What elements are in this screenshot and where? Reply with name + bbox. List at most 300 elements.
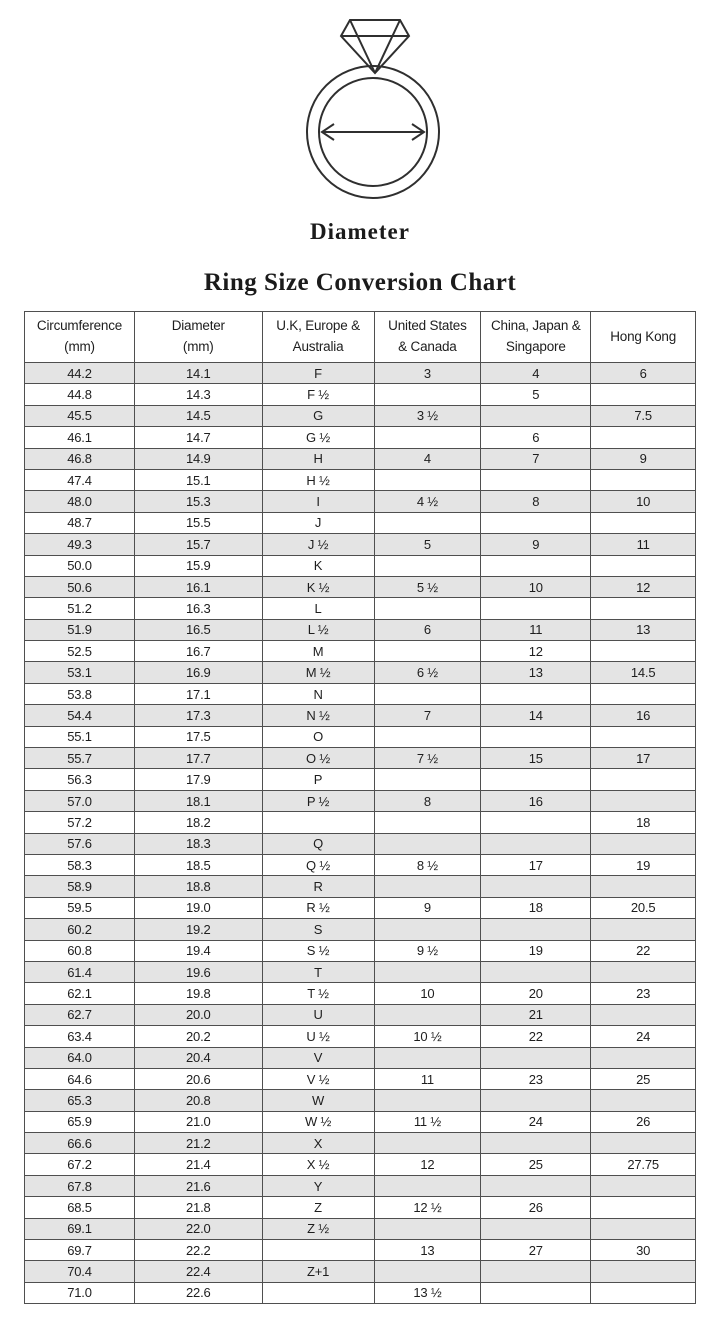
table-cell: 56.3 xyxy=(25,769,135,790)
table-cell: 18 xyxy=(591,812,696,833)
table-cell: J xyxy=(262,512,374,533)
table-cell xyxy=(374,1261,481,1282)
table-cell xyxy=(262,1282,374,1303)
table-cell xyxy=(374,833,481,854)
table-cell: 58.9 xyxy=(25,876,135,897)
table-row xyxy=(25,1218,696,1239)
table-row xyxy=(25,1111,696,1132)
table-cell: 14.9 xyxy=(135,448,262,469)
table-cell: 21.8 xyxy=(135,1197,262,1218)
table-cell: 23 xyxy=(481,1068,591,1089)
column-header xyxy=(262,312,374,363)
table-cell: 19.6 xyxy=(135,961,262,982)
table-row xyxy=(25,555,696,576)
table-cell: 6 ½ xyxy=(374,662,481,683)
table-cell xyxy=(481,876,591,897)
table-cell xyxy=(374,469,481,490)
table-cell xyxy=(481,1090,591,1111)
table-row xyxy=(25,1197,696,1218)
table-cell xyxy=(374,726,481,747)
table-row xyxy=(25,469,696,490)
table-cell: 22 xyxy=(591,940,696,961)
table-cell xyxy=(481,1175,591,1196)
table-row xyxy=(25,876,696,897)
table-cell: T xyxy=(262,961,374,982)
table-cell: 12 xyxy=(374,1154,481,1175)
table-cell: 57.2 xyxy=(25,812,135,833)
table-cell: 14.5 xyxy=(135,405,262,426)
table-cell: M ½ xyxy=(262,662,374,683)
table-cell: 15.7 xyxy=(135,534,262,555)
table-cell: 52.5 xyxy=(25,641,135,662)
table-cell: L xyxy=(262,598,374,619)
page-title: Ring Size Conversion Chart xyxy=(203,269,517,296)
table-cell: 25 xyxy=(481,1154,591,1175)
table-cell: 17.5 xyxy=(135,726,262,747)
table-cell: X ½ xyxy=(262,1154,374,1175)
column-header-line: & Canada xyxy=(398,339,457,354)
table-cell: 10 ½ xyxy=(374,1026,481,1047)
table-cell xyxy=(591,427,696,448)
table-cell xyxy=(591,384,696,405)
table-cell xyxy=(481,683,591,704)
table-row xyxy=(25,919,696,940)
table-cell: 65.9 xyxy=(25,1111,135,1132)
table-cell: 22.0 xyxy=(135,1218,262,1239)
table-cell xyxy=(481,598,591,619)
table-cell: 19.4 xyxy=(135,940,262,961)
table-row xyxy=(25,662,696,683)
table-cell: 20 xyxy=(481,983,591,1004)
table-cell: W xyxy=(262,1090,374,1111)
table-cell: 16 xyxy=(591,705,696,726)
table-cell: 21.2 xyxy=(135,1133,262,1154)
table-cell: O ½ xyxy=(262,748,374,769)
table-cell: 64.6 xyxy=(25,1068,135,1089)
table-cell: 16.7 xyxy=(135,641,262,662)
table-cell: 8 xyxy=(374,790,481,811)
table-cell: 44.8 xyxy=(25,384,135,405)
table-cell: 55.1 xyxy=(25,726,135,747)
conversion-table-body xyxy=(25,363,696,1304)
table-cell: 6 xyxy=(481,427,591,448)
table-cell: 50.6 xyxy=(25,576,135,597)
table-cell xyxy=(374,1004,481,1025)
table-cell xyxy=(481,512,591,533)
table-cell: 22.6 xyxy=(135,1282,262,1303)
table-cell: V ½ xyxy=(262,1068,374,1089)
table-cell xyxy=(591,1218,696,1239)
table-cell xyxy=(481,555,591,576)
table-cell xyxy=(591,876,696,897)
table-cell: 16.5 xyxy=(135,619,262,640)
table-cell: L ½ xyxy=(262,619,374,640)
table-cell: 16.3 xyxy=(135,598,262,619)
table-cell: 9 ½ xyxy=(374,940,481,961)
table-cell: N xyxy=(262,683,374,704)
table-cell: 7.5 xyxy=(591,405,696,426)
column-header xyxy=(25,312,135,363)
table-row xyxy=(25,790,696,811)
table-cell: 47.4 xyxy=(25,469,135,490)
table-cell: 9 xyxy=(481,534,591,555)
table-cell: 20.2 xyxy=(135,1026,262,1047)
table-cell xyxy=(591,683,696,704)
table-cell: 62.1 xyxy=(25,983,135,1004)
table-cell: 10 xyxy=(374,983,481,1004)
table-cell: 20.6 xyxy=(135,1068,262,1089)
table-cell: M xyxy=(262,641,374,662)
table-cell: 12 xyxy=(481,641,591,662)
table-cell: Q xyxy=(262,833,374,854)
table-cell: 60.2 xyxy=(25,919,135,940)
table-cell xyxy=(591,512,696,533)
table-row xyxy=(25,1282,696,1303)
table-cell xyxy=(591,469,696,490)
table-cell xyxy=(374,512,481,533)
table-cell: 5 ½ xyxy=(374,576,481,597)
column-header xyxy=(481,312,591,363)
table-cell: 5 xyxy=(374,534,481,555)
table-row xyxy=(25,705,696,726)
table-cell: 18.5 xyxy=(135,854,262,875)
table-cell: 21.6 xyxy=(135,1175,262,1196)
table-cell: 13 xyxy=(374,1240,481,1261)
table-cell: 12 ½ xyxy=(374,1197,481,1218)
table-cell xyxy=(481,812,591,833)
table-cell: 69.7 xyxy=(25,1240,135,1261)
table-cell: 6 xyxy=(591,363,696,384)
table-cell: 30 xyxy=(591,1240,696,1261)
table-cell: 26 xyxy=(591,1111,696,1132)
table-cell: 13 xyxy=(591,619,696,640)
table-row xyxy=(25,1047,696,1068)
table-cell: 20.8 xyxy=(135,1090,262,1111)
table-cell xyxy=(374,919,481,940)
table-cell xyxy=(591,641,696,662)
table-row xyxy=(25,363,696,384)
table-cell: 12 xyxy=(591,576,696,597)
table-cell: 53.1 xyxy=(25,662,135,683)
table-cell: 15.9 xyxy=(135,555,262,576)
table-cell: 24 xyxy=(481,1111,591,1132)
table-cell: 21.4 xyxy=(135,1154,262,1175)
table-cell: 10 xyxy=(591,491,696,512)
table-cell xyxy=(591,1261,696,1282)
table-row xyxy=(25,897,696,918)
table-cell xyxy=(591,555,696,576)
table-cell: 23 xyxy=(591,983,696,1004)
table-cell xyxy=(591,1197,696,1218)
table-cell: R ½ xyxy=(262,897,374,918)
table-row xyxy=(25,641,696,662)
table-cell xyxy=(374,876,481,897)
table-cell: 62.7 xyxy=(25,1004,135,1025)
table-row xyxy=(25,1261,696,1282)
table-cell: 17.7 xyxy=(135,748,262,769)
table-cell: 58.3 xyxy=(25,854,135,875)
table-cell: S xyxy=(262,919,374,940)
table-cell: W ½ xyxy=(262,1111,374,1132)
table-row xyxy=(25,1154,696,1175)
table-cell: 21 xyxy=(481,1004,591,1025)
table-row xyxy=(25,619,696,640)
table-cell: 48.0 xyxy=(25,491,135,512)
table-cell: 6 xyxy=(374,619,481,640)
table-cell: 46.1 xyxy=(25,427,135,448)
table-cell: 70.4 xyxy=(25,1261,135,1282)
ring-diamond-diagram-icon xyxy=(0,0,720,205)
table-cell: V xyxy=(262,1047,374,1068)
table-cell xyxy=(591,1282,696,1303)
table-cell xyxy=(374,598,481,619)
table-cell: 18.3 xyxy=(135,833,262,854)
table-row xyxy=(25,833,696,854)
table-cell: 49.3 xyxy=(25,534,135,555)
table-cell: 17.9 xyxy=(135,769,262,790)
table-row xyxy=(25,448,696,469)
table-cell: 17.1 xyxy=(135,683,262,704)
table-cell: 18 xyxy=(481,897,591,918)
table-cell: 19.8 xyxy=(135,983,262,1004)
table-cell: 64.0 xyxy=(25,1047,135,1068)
table-cell: 10 xyxy=(481,576,591,597)
table-cell: 53.8 xyxy=(25,683,135,704)
table-cell xyxy=(481,961,591,982)
table-cell xyxy=(374,961,481,982)
table-row xyxy=(25,812,696,833)
table-cell: 71.0 xyxy=(25,1282,135,1303)
table-cell: 8 ½ xyxy=(374,854,481,875)
table-cell: 9 xyxy=(374,897,481,918)
table-cell: T ½ xyxy=(262,983,374,1004)
table-cell: 60.8 xyxy=(25,940,135,961)
table-cell: 57.0 xyxy=(25,790,135,811)
table-cell: 16.9 xyxy=(135,662,262,683)
table-row xyxy=(25,1133,696,1154)
table-cell xyxy=(481,726,591,747)
table-cell: 5 xyxy=(481,384,591,405)
table-cell: 15.1 xyxy=(135,469,262,490)
column-header-line: Singapore xyxy=(505,339,566,354)
table-cell xyxy=(591,1090,696,1111)
table-cell xyxy=(374,812,481,833)
table-cell: 19 xyxy=(481,940,591,961)
table-cell: S ½ xyxy=(262,940,374,961)
table-row xyxy=(25,384,696,405)
table-cell: 67.8 xyxy=(25,1175,135,1196)
table-cell: 3 ½ xyxy=(374,405,481,426)
table-cell: Z+1 xyxy=(262,1261,374,1282)
table-cell: K xyxy=(262,555,374,576)
table-row xyxy=(25,405,696,426)
table-cell: 18.1 xyxy=(135,790,262,811)
table-cell: J ½ xyxy=(262,534,374,555)
table-cell xyxy=(591,1004,696,1025)
table-cell: I xyxy=(262,491,374,512)
table-cell: 11 xyxy=(481,619,591,640)
table-row xyxy=(25,683,696,704)
table-cell xyxy=(481,469,591,490)
table-row xyxy=(25,769,696,790)
table-cell: 19.0 xyxy=(135,897,262,918)
table-cell: 51.9 xyxy=(25,619,135,640)
table-cell: 11 ½ xyxy=(374,1111,481,1132)
table-cell xyxy=(262,812,374,833)
table-cell: 7 ½ xyxy=(374,748,481,769)
column-header-line: Australia xyxy=(292,339,344,354)
table-cell: 16 xyxy=(481,790,591,811)
table-cell xyxy=(591,1133,696,1154)
table-cell xyxy=(262,1240,374,1261)
table-cell: 11 xyxy=(591,534,696,555)
table-cell xyxy=(374,555,481,576)
table-cell: 7 xyxy=(374,705,481,726)
table-row xyxy=(25,1090,696,1111)
ring-size-conversion-table xyxy=(24,311,696,1304)
table-cell: 7 xyxy=(481,448,591,469)
table-cell: U xyxy=(262,1004,374,1025)
table-row xyxy=(25,576,696,597)
table-cell: 19 xyxy=(591,854,696,875)
table-cell: 46.8 xyxy=(25,448,135,469)
table-cell xyxy=(374,427,481,448)
table-cell: 22 xyxy=(481,1026,591,1047)
column-header-line: Diameter xyxy=(171,318,225,334)
column-header xyxy=(591,312,696,363)
table-row xyxy=(25,1068,696,1089)
table-cell: 69.1 xyxy=(25,1218,135,1239)
table-cell: Z ½ xyxy=(262,1218,374,1239)
table-cell: 18.8 xyxy=(135,876,262,897)
table-cell xyxy=(481,1282,591,1303)
table-cell: 21.0 xyxy=(135,1111,262,1132)
table-cell xyxy=(481,833,591,854)
table-cell: 61.4 xyxy=(25,961,135,982)
table-cell xyxy=(374,1218,481,1239)
table-cell xyxy=(374,769,481,790)
table-cell xyxy=(374,384,481,405)
table-cell: 26 xyxy=(481,1197,591,1218)
table-cell: X xyxy=(262,1133,374,1154)
table-cell: H ½ xyxy=(262,469,374,490)
table-cell: 54.4 xyxy=(25,705,135,726)
table-row xyxy=(25,1240,696,1261)
table-cell: 20.4 xyxy=(135,1047,262,1068)
table-cell: 44.2 xyxy=(25,363,135,384)
table-row xyxy=(25,427,696,448)
table-cell: 55.7 xyxy=(25,748,135,769)
table-row xyxy=(25,491,696,512)
table-cell: 20.5 xyxy=(591,897,696,918)
table-cell: 50.0 xyxy=(25,555,135,576)
table-cell: 45.5 xyxy=(25,405,135,426)
table-cell: 66.6 xyxy=(25,1133,135,1154)
table-cell xyxy=(374,641,481,662)
table-cell xyxy=(591,919,696,940)
table-cell xyxy=(481,405,591,426)
table-cell: 4 ½ xyxy=(374,491,481,512)
table-row xyxy=(25,961,696,982)
table-cell xyxy=(591,769,696,790)
table-cell: 22.2 xyxy=(135,1240,262,1261)
table-row xyxy=(25,940,696,961)
table-cell xyxy=(374,1133,481,1154)
table-cell: 27 xyxy=(481,1240,591,1261)
table-cell: 14 xyxy=(481,705,591,726)
table-cell: 27.75 xyxy=(591,1154,696,1175)
table-cell xyxy=(591,790,696,811)
column-header-line: (mm) xyxy=(182,339,214,354)
table-cell: 14.1 xyxy=(135,363,262,384)
table-row xyxy=(25,1175,696,1196)
table-cell xyxy=(481,1047,591,1068)
table-cell: 4 xyxy=(481,363,591,384)
table-cell: 16.1 xyxy=(135,576,262,597)
table-cell: 8 xyxy=(481,491,591,512)
table-cell: 14.5 xyxy=(591,662,696,683)
table-cell: 15.5 xyxy=(135,512,262,533)
table-cell: 57.6 xyxy=(25,833,135,854)
column-header xyxy=(135,312,262,363)
table-row xyxy=(25,983,696,1004)
table-cell: 14.3 xyxy=(135,384,262,405)
column-header xyxy=(374,312,481,363)
column-header-line: United States xyxy=(388,318,467,334)
table-cell: R xyxy=(262,876,374,897)
table-cell: Z xyxy=(262,1197,374,1218)
table-cell xyxy=(591,961,696,982)
table-cell: 48.7 xyxy=(25,512,135,533)
table-cell: 24 xyxy=(591,1026,696,1047)
table-cell: 9 xyxy=(591,448,696,469)
table-row xyxy=(25,854,696,875)
table-cell: 68.5 xyxy=(25,1197,135,1218)
table-cell: Q ½ xyxy=(262,854,374,875)
table-cell: 13 ½ xyxy=(374,1282,481,1303)
table-cell xyxy=(481,1133,591,1154)
table-cell: N ½ xyxy=(262,705,374,726)
table-cell: 17.3 xyxy=(135,705,262,726)
table-cell: 19.2 xyxy=(135,919,262,940)
table-cell: 13 xyxy=(481,662,591,683)
table-cell: 14.7 xyxy=(135,427,262,448)
table-row xyxy=(25,1026,696,1047)
table-cell: K ½ xyxy=(262,576,374,597)
table-cell: 51.2 xyxy=(25,598,135,619)
table-cell: G xyxy=(262,405,374,426)
table-cell xyxy=(374,1090,481,1111)
table-cell: H xyxy=(262,448,374,469)
table-cell xyxy=(591,726,696,747)
table-cell xyxy=(481,919,591,940)
table-cell xyxy=(374,1047,481,1068)
table-cell xyxy=(591,833,696,854)
table-cell xyxy=(374,683,481,704)
table-cell: 63.4 xyxy=(25,1026,135,1047)
column-header-line: Circumference xyxy=(36,318,123,334)
table-cell: F xyxy=(262,363,374,384)
table-cell xyxy=(481,1261,591,1282)
table-cell xyxy=(481,1218,591,1239)
table-cell: Y xyxy=(262,1175,374,1196)
ring-diagram xyxy=(0,0,720,205)
table-cell: 11 xyxy=(374,1068,481,1089)
table-cell: 25 xyxy=(591,1068,696,1089)
table-row xyxy=(25,748,696,769)
table-cell: F ½ xyxy=(262,384,374,405)
table-cell: 17 xyxy=(591,748,696,769)
